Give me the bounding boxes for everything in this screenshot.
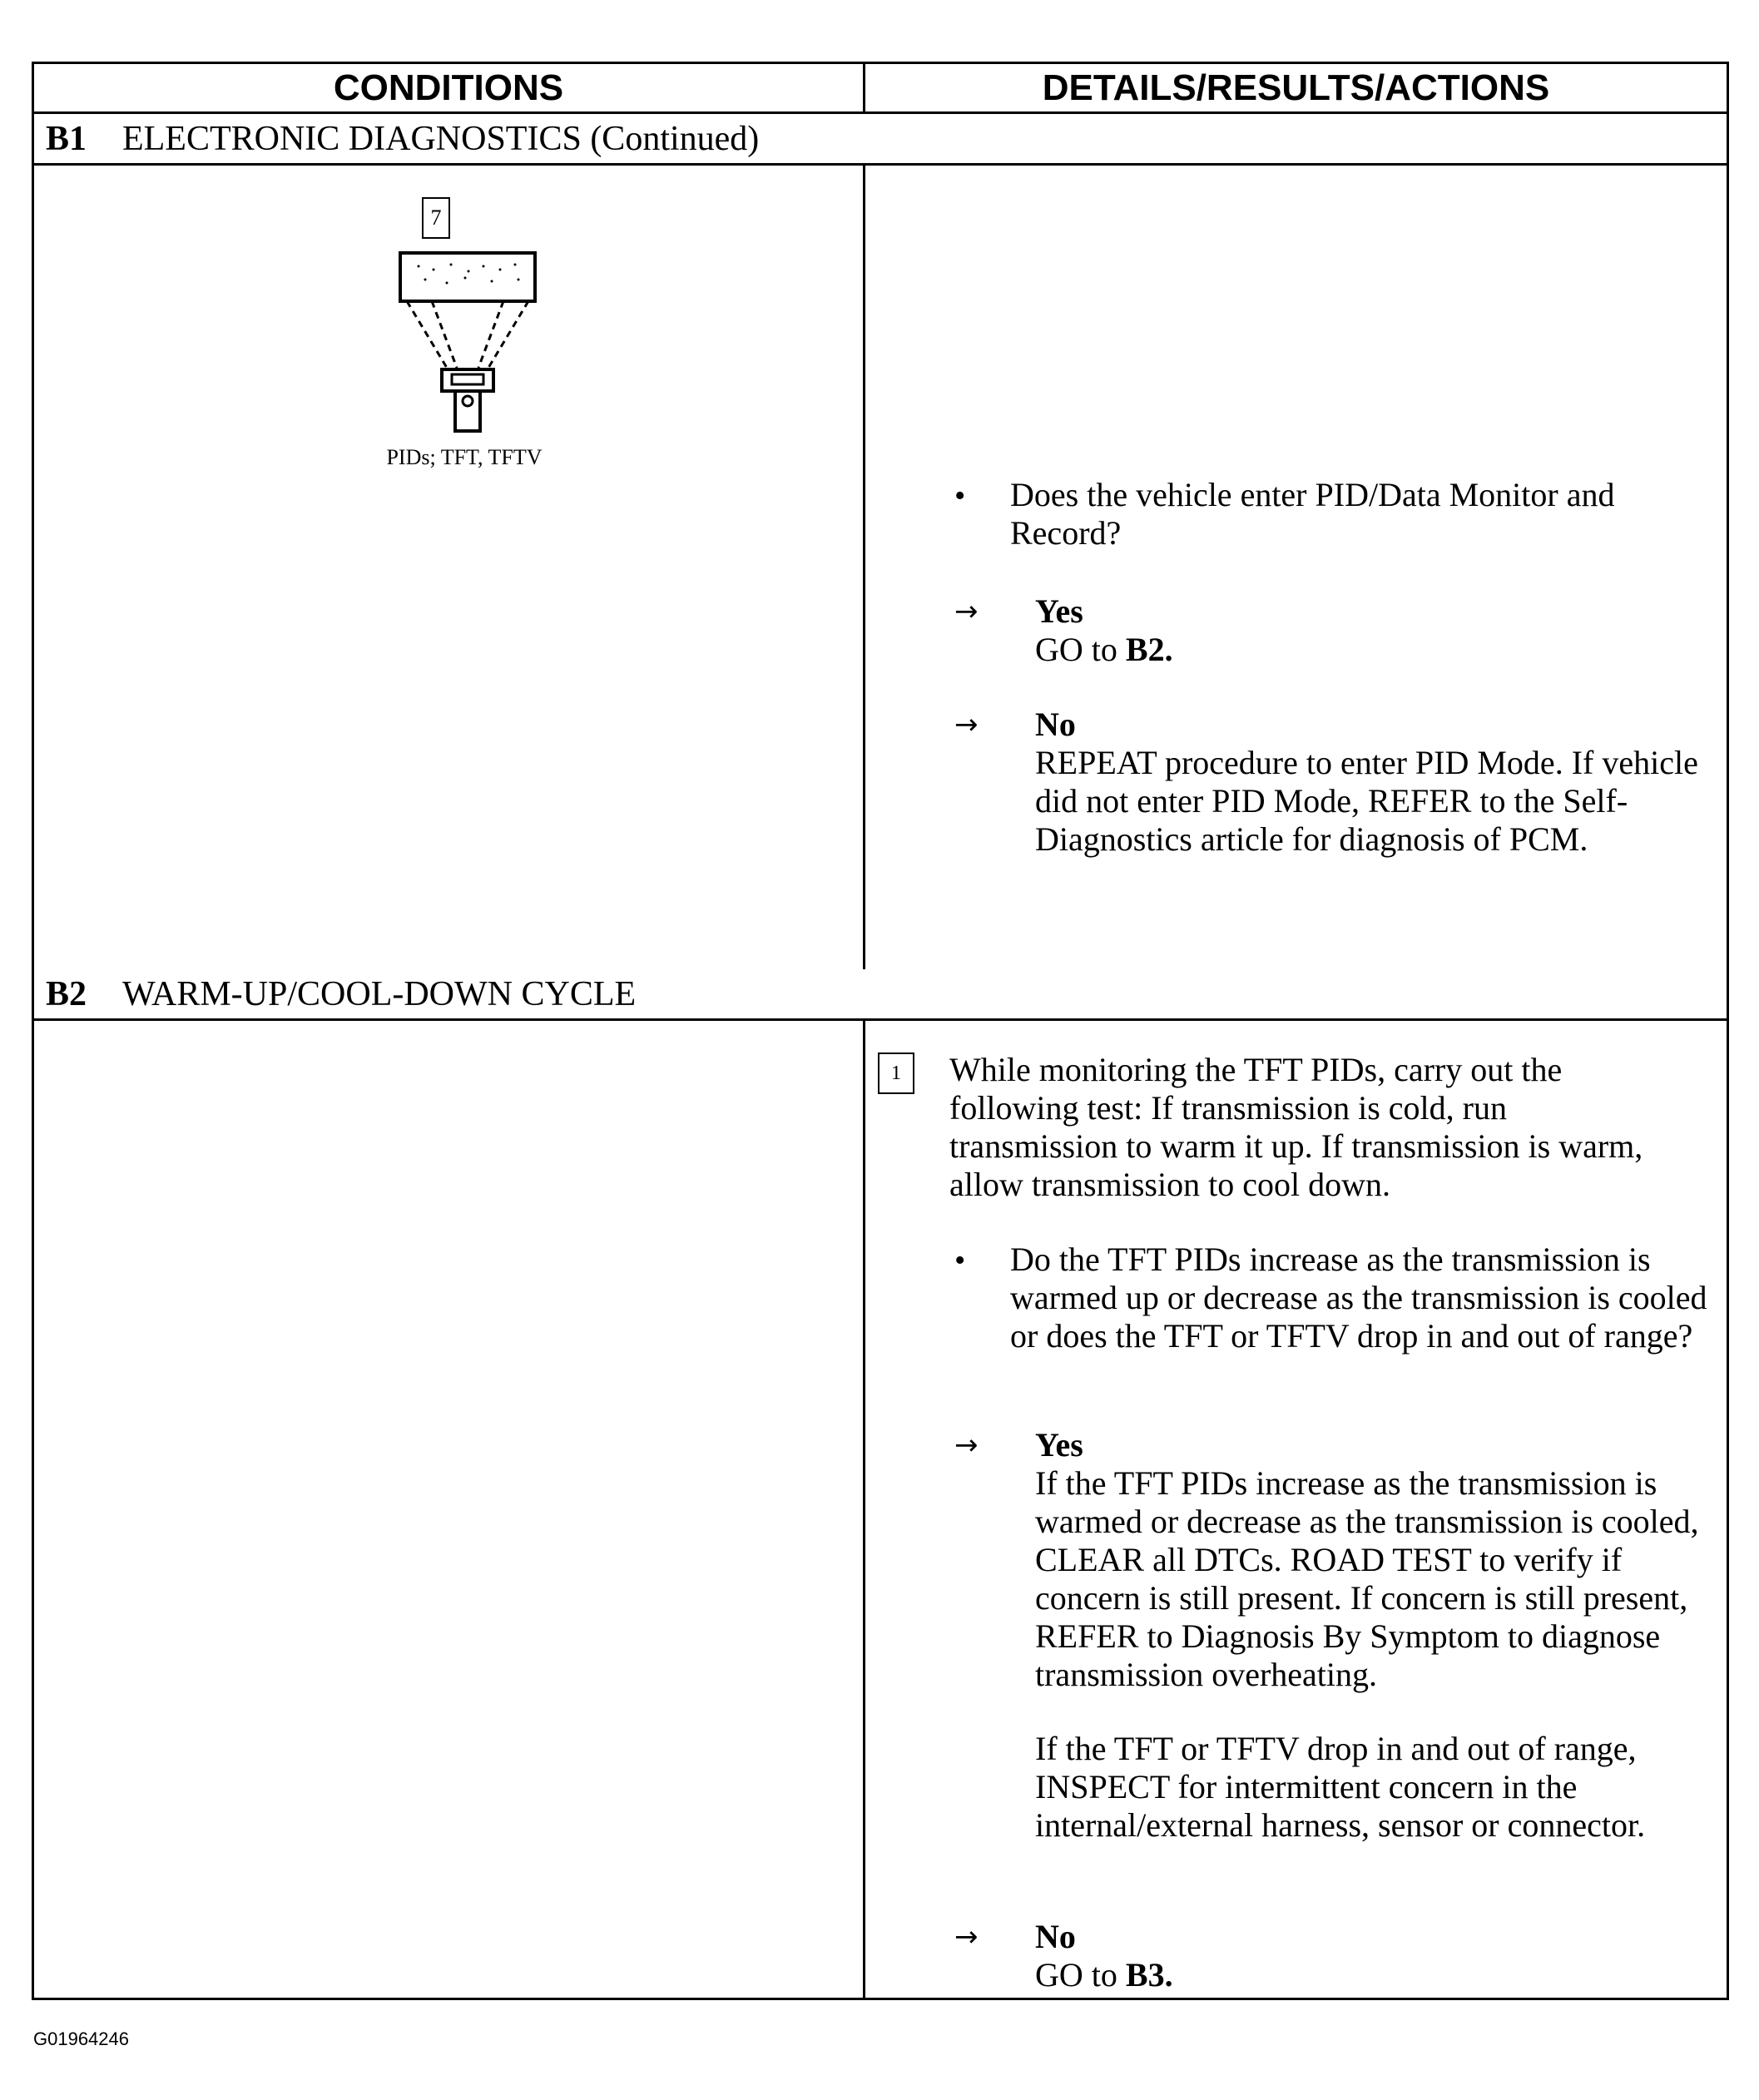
arrow-right-icon: → bbox=[954, 1429, 979, 1462]
b2-no-target: B3. bbox=[1125, 1956, 1173, 1994]
section-row-b2 bbox=[34, 969, 1727, 1021]
b2-yes-label: Yes bbox=[1035, 1426, 1083, 1464]
step-number-box: 1 bbox=[878, 1052, 914, 1094]
table-header bbox=[34, 64, 1727, 114]
section-row-b1 bbox=[34, 114, 1727, 166]
section-id: B1 bbox=[46, 120, 87, 158]
conditions-header: CONDITIONS bbox=[333, 67, 564, 108]
section-title: ELECTRONIC DIAGNOSTICS (Continued) bbox=[122, 120, 760, 158]
b2-yes-text-2: If the TFT or TFTV drop in and out of range, INSPECT for intermittent concern in the internal/external harness, sensor or connector. bbox=[1035, 1730, 1646, 1844]
arrow-right-icon: → bbox=[954, 1920, 979, 1954]
section-title: WARM-UP/COOL-DOWN CYCLE bbox=[122, 975, 637, 1013]
figure-id: G01964246 bbox=[33, 2028, 129, 2049]
b2-question: Do the TFT PIDs increase as the transmission is warmed up or decrease as the transmission is cooled or does the TFT or TFTV drop in and out of range? bbox=[1010, 1241, 1707, 1355]
figure-caption: PIDs; TFT, TFTV bbox=[386, 445, 543, 469]
details-header: DETAILS/RESULTS/ACTIONS bbox=[1042, 67, 1550, 108]
b1-yes-result bbox=[1035, 631, 1173, 669]
section-id: B2 bbox=[46, 975, 87, 1013]
b2-yes-text-1: If the TFT PIDs increase as the transmission is warmed or decrease as the transmission is cooled, CLEAR all DTCs. ROAD TEST to verify if concern is still present. If concern is still present, REFER to Diagnosis By Symptom to diagnose transmission overheating. bbox=[1035, 1464, 1699, 1693]
b1-question: Does the vehicle enter PID/Data Monitor and Record? bbox=[1010, 476, 1615, 552]
column-divider bbox=[863, 166, 865, 969]
b2-step-text: While monitoring the TFT PIDs, carry out the following test: If transmission is cold, run transmission to warm it up. If transmission is warm, allow transmission to cool down. bbox=[949, 1051, 1643, 1203]
arrow-right-icon: → bbox=[954, 595, 979, 628]
b1-no-label: No bbox=[1035, 706, 1076, 743]
step-number-box: 7 bbox=[422, 197, 450, 239]
b1-yes-text: GO to bbox=[1035, 631, 1117, 668]
arrow-right-icon: → bbox=[954, 708, 979, 741]
b2-no-text: GO to bbox=[1035, 1956, 1117, 1994]
column-divider bbox=[863, 1021, 865, 2000]
diagnostic-table bbox=[32, 62, 1729, 2000]
b2-no-result bbox=[1035, 1956, 1173, 1994]
b1-yes-label: Yes bbox=[1035, 592, 1083, 630]
b1-yes-target: B2. bbox=[1125, 631, 1173, 668]
b2-no-label: No bbox=[1035, 1918, 1076, 1955]
b1-no-text: REPEAT procedure to enter PID Mode. If vehicle did not enter PID Mode, REFER to the Self-Diagnostics article for diagnosis of PCM. bbox=[1035, 744, 1698, 858]
column-divider bbox=[863, 64, 865, 111]
bullet-icon: • bbox=[954, 478, 966, 513]
bullet-icon: • bbox=[954, 1243, 966, 1278]
